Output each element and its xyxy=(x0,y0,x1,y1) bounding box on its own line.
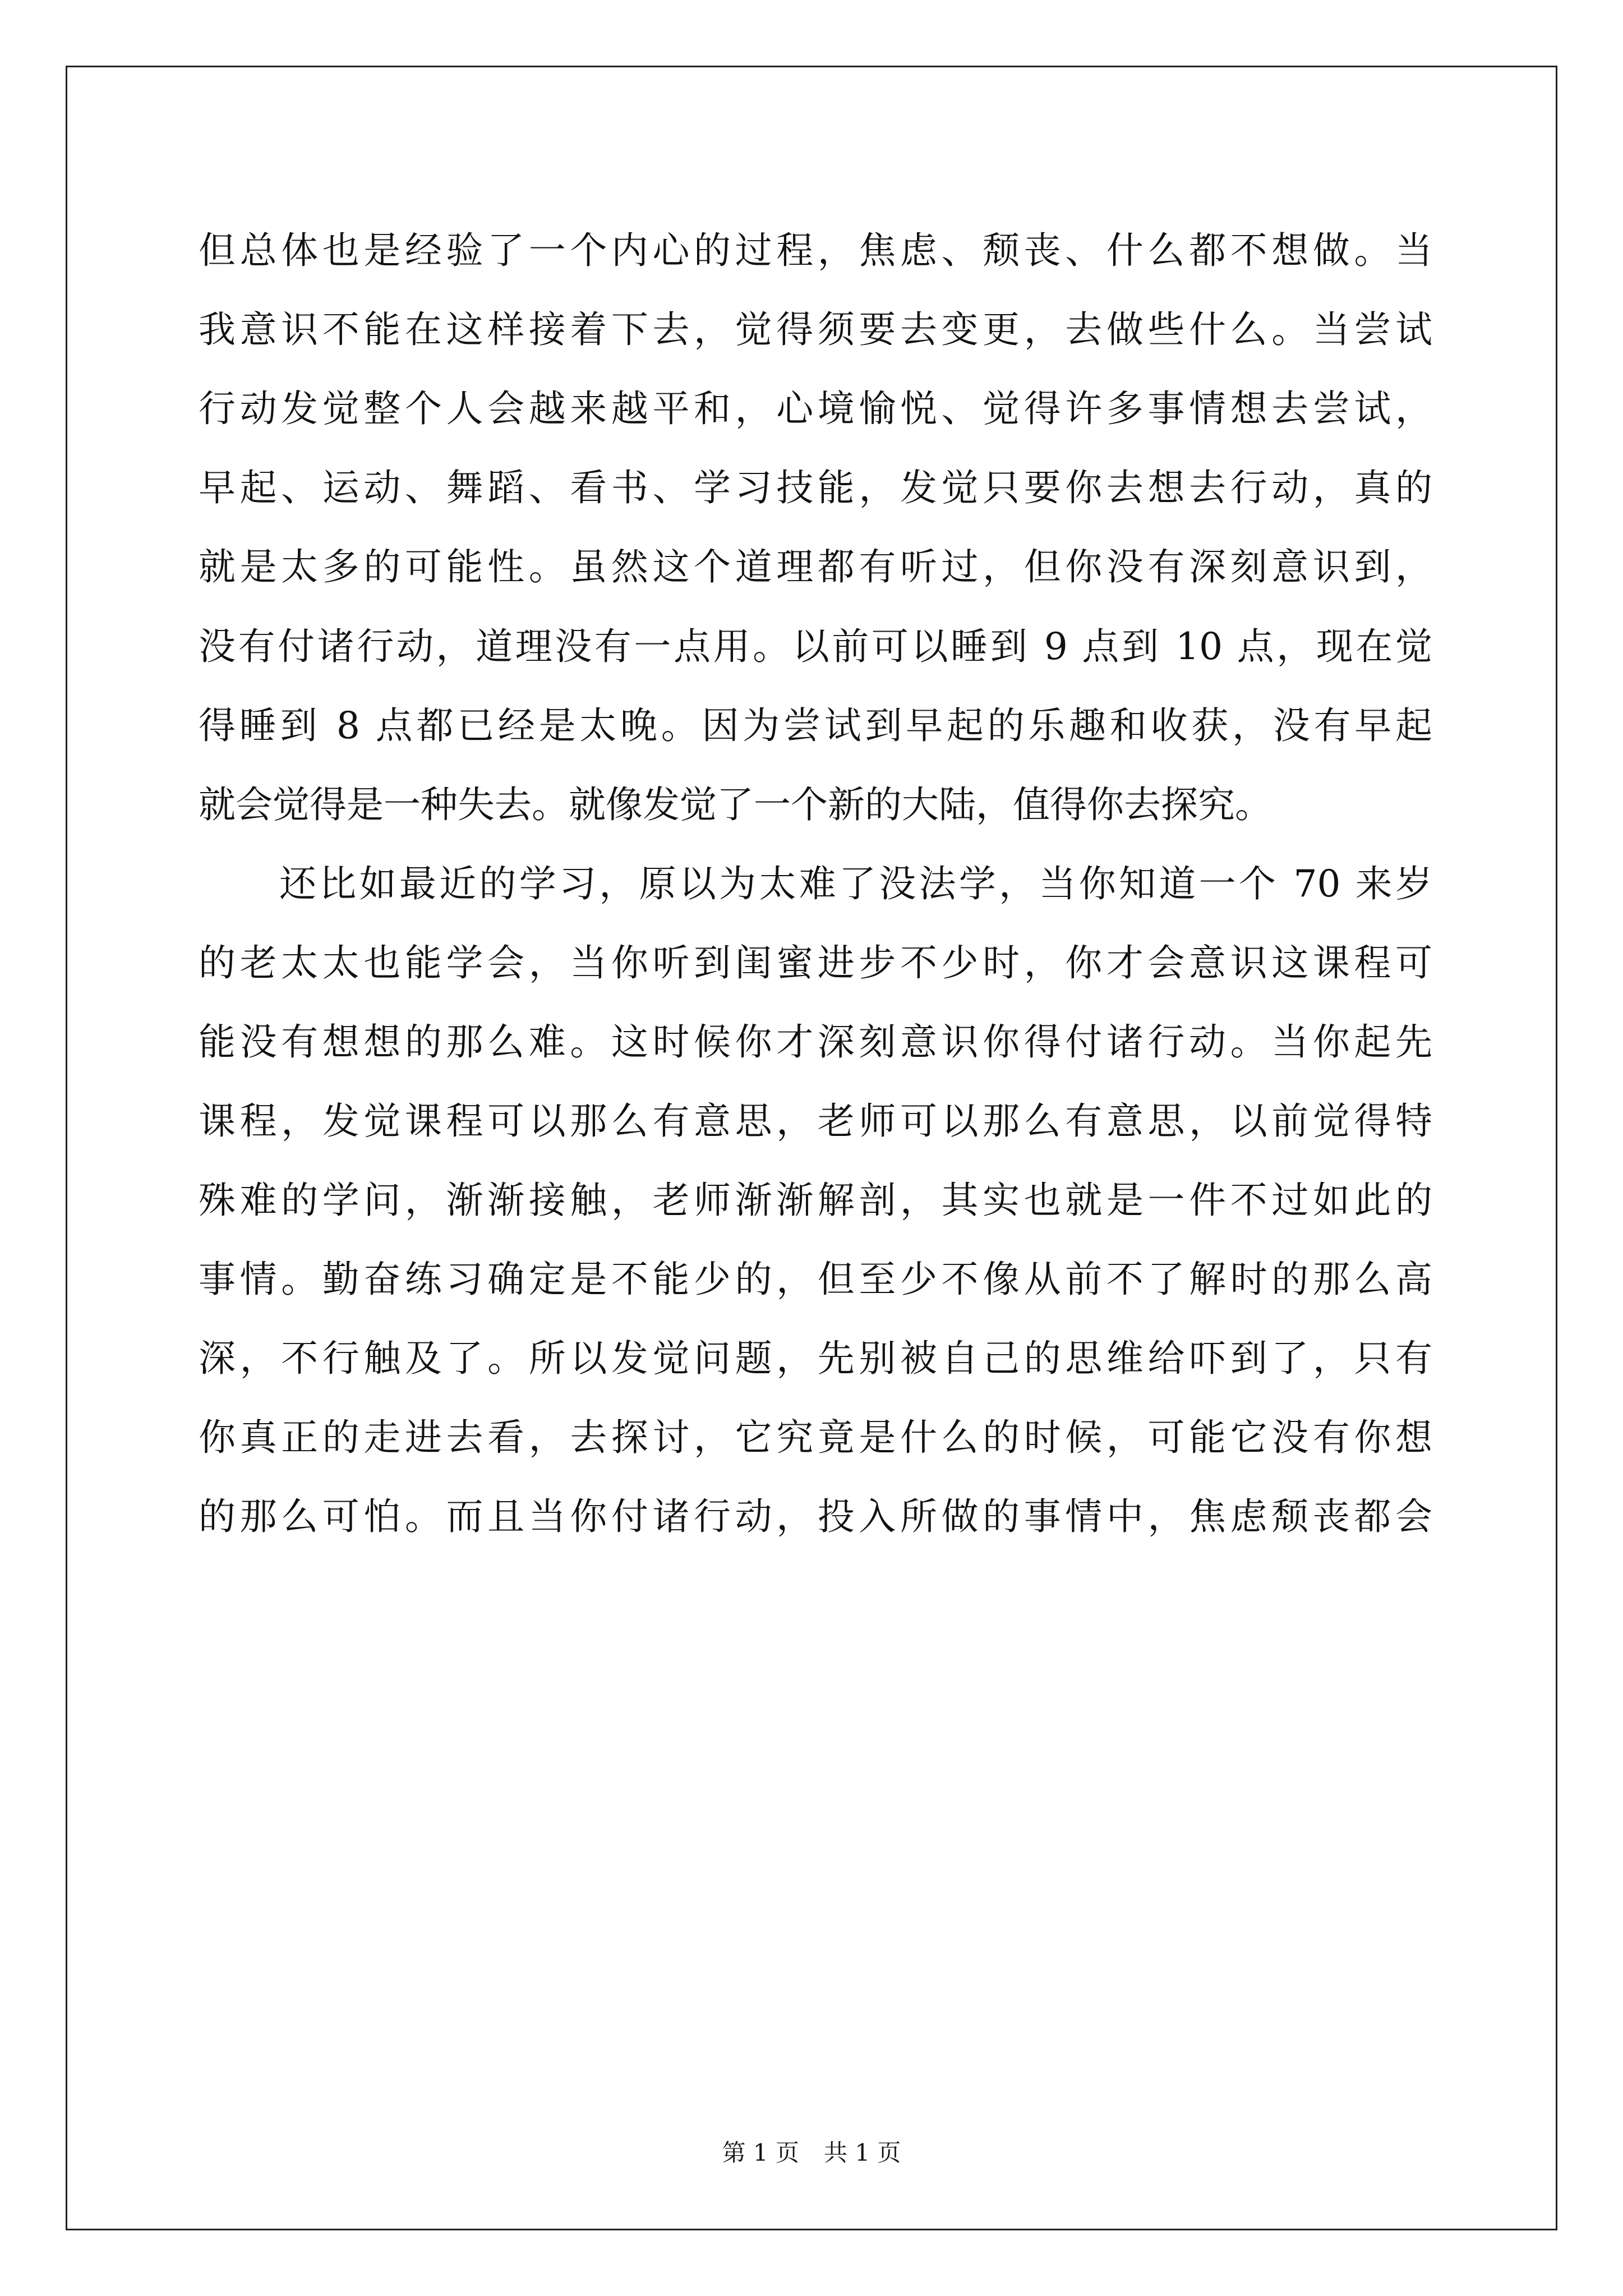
paragraph-line: 能没有想想的那么难。这时候你才深刻意识你得付诸行动。当你起先 xyxy=(199,1020,1432,1064)
paragraph-line: 深，不行触及了。所以发觉问题，先别被自己的思维给吓到了，只有 xyxy=(199,1337,1432,1380)
paragraph-line: 就会觉得是一种失去。就像发觉了一个新的大陆，值得你去探究。 xyxy=(199,783,1272,826)
paragraph-line: 早起、运动、舞蹈、看书、学习技能，发觉只要你去想去行动，真的 xyxy=(199,466,1432,509)
paragraph-line: 事情。勤奋练习确定是不能少的，但至少不像从前不了解时的那么高 xyxy=(199,1258,1432,1301)
paragraph-line: 的老太太也能学会，当你听到闺蜜进步不少时，你才会意识这课程可 xyxy=(199,941,1432,984)
paragraph-line: 殊难的学问，渐渐接触，老师渐渐解剖，其实也就是一件不过如此的 xyxy=(199,1179,1432,1222)
paragraph-line: 就是太多的可能性。虽然这个道理都有听过，但你没有深刻意识到， xyxy=(199,545,1432,588)
paragraph-line: 还比如最近的学习，原以为太难了没法学，当你知道一个 70 来岁 xyxy=(279,862,1432,905)
paragraph-line: 课程，发觉课程可以那么有意思，老师可以那么有意思，以前觉得特 xyxy=(199,1099,1432,1143)
paragraph-line: 得睡到 8 点都已经是太晚。因为尝试到早起的乐趣和收获，没有早起 xyxy=(199,704,1432,747)
paragraph-line: 我意识不能在这样接着下去，觉得须要去变更，去做些什么。当尝试 xyxy=(199,308,1432,351)
paragraph-line: 的那么可怕。而且当你付诸行动，投入所做的事情中，焦虑颓丧都会 xyxy=(199,1495,1432,1538)
paragraph-line: 没有付诸行动，道理没有一点用。以前可以睡到 9 点到 10 点，现在觉 xyxy=(199,625,1432,668)
paragraph-line: 行动发觉整个人会越来越平和，心境愉悦、觉得许多事情想去尝试， xyxy=(199,387,1432,430)
page-number: 第 1 页 xyxy=(722,2139,799,2166)
page-total: 共 1 页 xyxy=(824,2139,901,2166)
page-footer xyxy=(0,2136,1623,2170)
paragraph-line: 你真正的走进去看，去探讨，它究竟是什么的时候，可能它没有你想 xyxy=(199,1416,1432,1459)
paragraph-line: 但总体也是经验了一个内心的过程，焦虑、颓丧、什么都不想做。当 xyxy=(199,229,1432,272)
